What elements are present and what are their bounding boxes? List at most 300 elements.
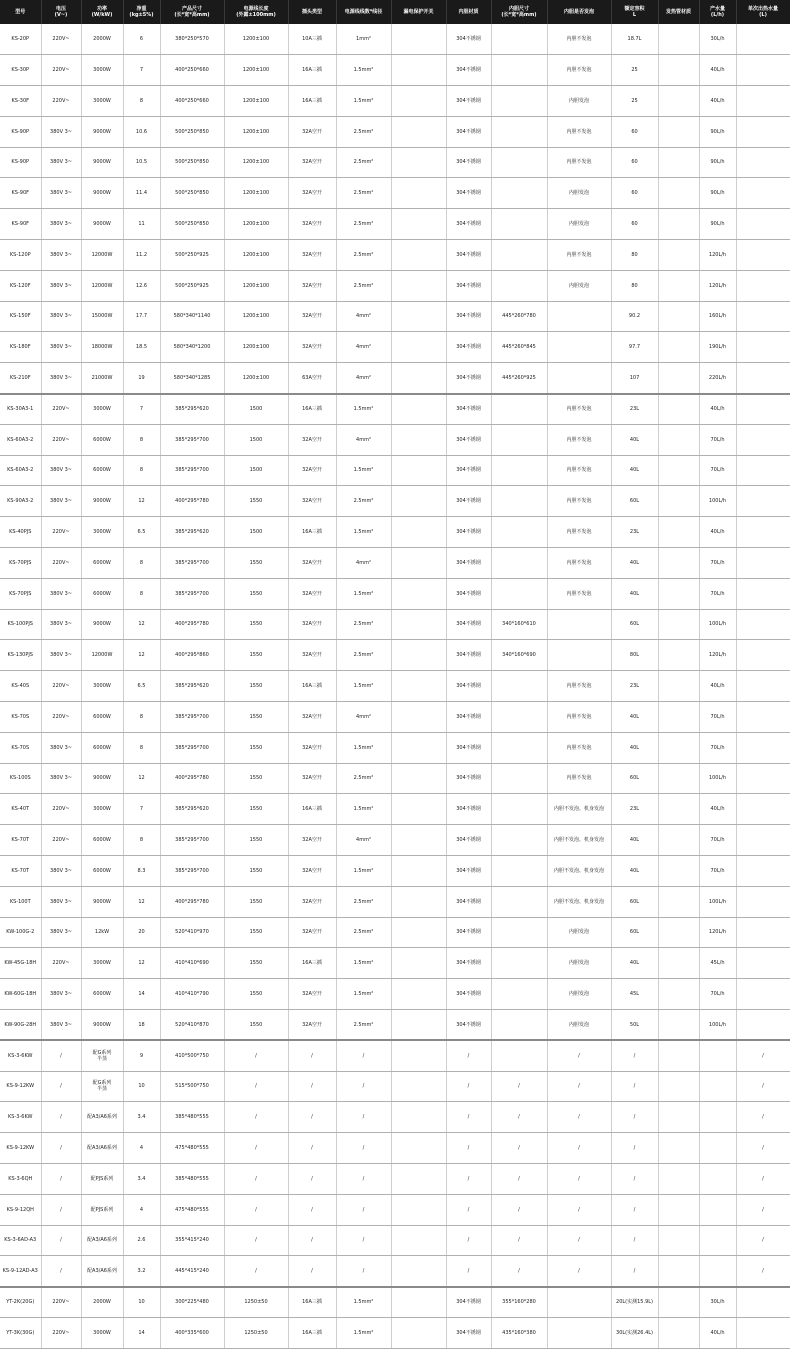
table-cell: 8 [123, 578, 160, 609]
table-cell: 10 [123, 1287, 160, 1318]
table-cell: / [736, 1225, 790, 1256]
table-cell: 40L [611, 948, 658, 979]
table-row [0, 1102, 790, 1133]
table-cell [491, 886, 547, 917]
table-cell [736, 578, 790, 609]
table-row [0, 1287, 790, 1318]
table-cell: 16A三插 [288, 794, 336, 825]
table-cell: 8 [123, 86, 160, 117]
table-cell: / [336, 1133, 391, 1164]
table-cell: 40L [611, 455, 658, 486]
table-cell: 304不锈钢 [446, 1010, 491, 1041]
table-row [0, 856, 790, 887]
table-cell: 70L/h [699, 732, 736, 763]
table-cell [658, 732, 699, 763]
table-cell: 内胆不发泡 [547, 732, 611, 763]
table-cell: 70L/h [699, 548, 736, 579]
table-cell: 385*295*620 [160, 517, 224, 548]
table-cell: 配PJS系列 [81, 1194, 123, 1225]
table-cell: 580*340*1285 [160, 363, 224, 394]
table-row [0, 1040, 790, 1071]
table-cell: / [288, 1256, 336, 1287]
table-cell: 17.7 [123, 301, 160, 332]
table-cell [547, 1287, 611, 1318]
table-cell: 220V~ [41, 548, 81, 579]
table-cell: 23L [611, 794, 658, 825]
table-cell [736, 517, 790, 548]
table-cell: 100L/h [699, 486, 736, 517]
table-cell: 70L/h [699, 424, 736, 455]
table-cell [658, 763, 699, 794]
table-cell: / [736, 1256, 790, 1287]
table-cell: 1550 [224, 671, 288, 702]
table-cell: KS-100S [0, 763, 41, 794]
table-cell [736, 455, 790, 486]
table-cell: 380V 3~ [41, 732, 81, 763]
table-cell: 500*250*850 [160, 116, 224, 147]
table-cell [736, 55, 790, 86]
table-cell: 100L/h [699, 609, 736, 640]
table-cell: 380V 3~ [41, 147, 81, 178]
table-cell [391, 825, 446, 856]
table-cell [491, 948, 547, 979]
table-cell: 16A三插 [288, 394, 336, 425]
table-cell: 385*295*700 [160, 825, 224, 856]
table-row [0, 424, 790, 455]
table-cell: 40L/h [699, 794, 736, 825]
table-cell: / [446, 1071, 491, 1102]
table-cell [658, 948, 699, 979]
table-cell [658, 147, 699, 178]
table-cell: 32A空开 [288, 825, 336, 856]
table-cell: 8 [123, 548, 160, 579]
table-cell [391, 671, 446, 702]
table-cell: / [446, 1102, 491, 1133]
table-cell: 12 [123, 609, 160, 640]
table-cell: YT-3K(30G) [0, 1317, 41, 1348]
table-cell: 304不锈钢 [446, 486, 491, 517]
table-cell [736, 24, 790, 55]
table-cell: 12 [123, 948, 160, 979]
table-body [0, 24, 790, 1348]
table-cell: / [224, 1163, 288, 1194]
table-cell [658, 178, 699, 209]
table-cell: 40L [611, 702, 658, 733]
table-cell: 内胆不发泡 [547, 548, 611, 579]
table-cell [658, 979, 699, 1010]
table-cell: / [611, 1102, 658, 1133]
table-cell: 内胆不发泡、机身发泡 [547, 794, 611, 825]
table-row [0, 116, 790, 147]
table-cell: 6000W [81, 424, 123, 455]
table-cell: 380V 3~ [41, 979, 81, 1010]
table-cell: 4mm² [336, 702, 391, 733]
table-cell: 400*295*780 [160, 609, 224, 640]
table-cell: 1200±100 [224, 332, 288, 363]
table-cell: / [491, 1071, 547, 1102]
table-cell [491, 794, 547, 825]
table-cell: 220L/h [699, 363, 736, 394]
table-cell: KW-100G-2 [0, 917, 41, 948]
table-cell [736, 1317, 790, 1348]
table-cell: KS-90A3-2 [0, 486, 41, 517]
table-cell: 1mm² [336, 24, 391, 55]
table-cell: / [547, 1225, 611, 1256]
table-cell: 内胆不发泡 [547, 763, 611, 794]
header-row [0, 0, 790, 24]
table-cell: 400*250*660 [160, 86, 224, 117]
table-cell: 7 [123, 794, 160, 825]
table-cell [658, 332, 699, 363]
table-cell [658, 825, 699, 856]
table-cell: 63A空开 [288, 363, 336, 394]
table-cell: 380V 3~ [41, 209, 81, 240]
table-cell: / [41, 1071, 81, 1102]
table-cell: / [736, 1163, 790, 1194]
table-cell: 8 [123, 732, 160, 763]
table-cell: 100L/h [699, 886, 736, 917]
table-cell: 6.5 [123, 671, 160, 702]
table-cell: 304不锈钢 [446, 548, 491, 579]
table-cell: 1200±100 [224, 116, 288, 147]
table-cell: 12 [123, 640, 160, 671]
table-cell: 1.5mm² [336, 55, 391, 86]
table-cell: 内胆发泡 [547, 948, 611, 979]
table-cell [391, 1102, 446, 1133]
table-cell [658, 794, 699, 825]
table-cell: 380*250*570 [160, 24, 224, 55]
column-header: 电源线线数*线径 [336, 0, 391, 24]
table-cell [391, 424, 446, 455]
table-cell: 100L/h [699, 763, 736, 794]
table-cell: 1.5mm² [336, 856, 391, 887]
table-cell: 2.5mm² [336, 886, 391, 917]
table-cell: 8 [123, 424, 160, 455]
table-row [0, 1194, 790, 1225]
table-cell: 400*295*860 [160, 640, 224, 671]
table-cell: KS-20P [0, 24, 41, 55]
table-cell: 304不锈钢 [446, 209, 491, 240]
table-cell [658, 702, 699, 733]
table-row [0, 147, 790, 178]
table-cell: 1.5mm² [336, 1287, 391, 1318]
table-cell: / [288, 1133, 336, 1164]
table-row [0, 702, 790, 733]
table-cell: 18.5 [123, 332, 160, 363]
table-cell: 1.5mm² [336, 671, 391, 702]
table-cell: 16A三插 [288, 1317, 336, 1348]
table-cell: 1550 [224, 979, 288, 1010]
table-cell: 2.5mm² [336, 116, 391, 147]
table-cell: 32A空开 [288, 209, 336, 240]
table-cell: 385*295*620 [160, 394, 224, 425]
table-cell: 内胆不发泡 [547, 455, 611, 486]
table-cell [491, 702, 547, 733]
table-cell: 21000W [81, 363, 123, 394]
table-cell: 380V 3~ [41, 363, 81, 394]
table-cell: KS-3-6KW [0, 1102, 41, 1133]
table-cell: / [224, 1102, 288, 1133]
table-cell [547, 332, 611, 363]
table-cell: 内胆不发泡 [547, 702, 611, 733]
table-cell: 3000W [81, 86, 123, 117]
table-cell: 304不锈钢 [446, 794, 491, 825]
table-cell: KS-9-12KW [0, 1133, 41, 1164]
table-cell [736, 486, 790, 517]
table-cell: 1200±100 [224, 240, 288, 271]
table-cell [736, 394, 790, 425]
table-cell: 3.4 [123, 1163, 160, 1194]
table-cell: 40L/h [699, 55, 736, 86]
table-cell: / [41, 1225, 81, 1256]
table-cell: 220V~ [41, 517, 81, 548]
table-cell [391, 363, 446, 394]
table-cell: / [41, 1133, 81, 1164]
table-cell [491, 732, 547, 763]
table-cell: 4mm² [336, 825, 391, 856]
table-cell: 18 [123, 1010, 160, 1041]
table-cell: KS-130PJS [0, 640, 41, 671]
table-cell: 23L [611, 517, 658, 548]
table-cell: 16A三插 [288, 948, 336, 979]
table-cell: 2.5mm² [336, 486, 391, 517]
table-cell [658, 1010, 699, 1041]
table-cell [658, 1163, 699, 1194]
table-cell: 6 [123, 24, 160, 55]
table-cell: 380V 3~ [41, 1010, 81, 1041]
table-cell: 1250±50 [224, 1287, 288, 1318]
table-cell: 190L/h [699, 332, 736, 363]
table-cell [391, 517, 446, 548]
table-cell: 32A空开 [288, 486, 336, 517]
table-cell [736, 270, 790, 301]
table-cell: KS-120F [0, 270, 41, 301]
table-cell: 16A三插 [288, 517, 336, 548]
table-cell: 500*250*850 [160, 147, 224, 178]
table-cell: 90L/h [699, 178, 736, 209]
table-cell: / [224, 1040, 288, 1071]
table-cell: 1.5mm² [336, 394, 391, 425]
table-cell: KS-70T [0, 825, 41, 856]
table-cell: KS-120P [0, 240, 41, 271]
table-cell: 7 [123, 55, 160, 86]
table-cell: 配PJS系列 [81, 1163, 123, 1194]
table-cell: 304不锈钢 [446, 363, 491, 394]
table-cell: 160L/h [699, 301, 736, 332]
table-cell: 1200±100 [224, 86, 288, 117]
table-cell: 32A空开 [288, 979, 336, 1010]
table-cell [391, 24, 446, 55]
column-header: 电源线长度 (外露±100mm) [224, 0, 288, 24]
table-cell [391, 732, 446, 763]
table-cell [391, 979, 446, 1010]
table-cell: 25 [611, 55, 658, 86]
table-cell: 32A空开 [288, 917, 336, 948]
table-cell: 19 [123, 363, 160, 394]
table-cell: 9000W [81, 116, 123, 147]
table-cell [491, 856, 547, 887]
table-cell [491, 1040, 547, 1071]
table-cell: 435*160*380 [491, 1317, 547, 1348]
table-cell: 70L/h [699, 702, 736, 733]
table-cell [658, 1194, 699, 1225]
table-cell: 1200±100 [224, 24, 288, 55]
table-cell: 内胆发泡 [547, 209, 611, 240]
table-cell: 380V 3~ [41, 578, 81, 609]
table-cell: 9000W [81, 147, 123, 178]
table-cell [491, 979, 547, 1010]
table-cell: 580*340*1200 [160, 332, 224, 363]
table-cell: 1200±100 [224, 209, 288, 240]
table-cell: 内胆发泡 [547, 1010, 611, 1041]
table-cell: 1200±100 [224, 178, 288, 209]
table-cell: 385*295*700 [160, 455, 224, 486]
table-cell: 40L/h [699, 394, 736, 425]
table-cell: 60L [611, 886, 658, 917]
table-cell [658, 517, 699, 548]
table-cell: 1550 [224, 794, 288, 825]
table-cell: / [611, 1225, 658, 1256]
table-cell: / [224, 1071, 288, 1102]
table-cell: 304不锈钢 [446, 240, 491, 271]
table-cell: 304不锈钢 [446, 609, 491, 640]
table-cell: 1200±100 [224, 147, 288, 178]
table-cell [736, 147, 790, 178]
table-cell [658, 55, 699, 86]
table-cell: 90L/h [699, 209, 736, 240]
table-cell: 500*250*850 [160, 209, 224, 240]
table-cell: / [336, 1040, 391, 1071]
table-cell [547, 301, 611, 332]
table-cell: 400*335*600 [160, 1317, 224, 1348]
table-cell [391, 486, 446, 517]
table-cell [391, 1163, 446, 1194]
table-cell [699, 1133, 736, 1164]
table-cell: 内胆不发泡 [547, 424, 611, 455]
table-cell: / [611, 1194, 658, 1225]
table-cell [658, 486, 699, 517]
table-cell: 2.5mm² [336, 1010, 391, 1041]
table-cell [658, 24, 699, 55]
table-cell: 32A空开 [288, 763, 336, 794]
table-cell: KS-100PJS [0, 609, 41, 640]
table-cell [491, 455, 547, 486]
table-cell: KS-150F [0, 301, 41, 332]
table-cell: 304不锈钢 [446, 917, 491, 948]
table-cell [736, 763, 790, 794]
table-cell: 1.5mm² [336, 455, 391, 486]
table-cell: 1500 [224, 517, 288, 548]
table-cell: 4mm² [336, 363, 391, 394]
table-cell: 23L [611, 671, 658, 702]
table-cell: 1200±100 [224, 301, 288, 332]
table-cell: 32A空开 [288, 886, 336, 917]
table-cell: 60L [611, 763, 658, 794]
table-row [0, 886, 790, 917]
table-cell: 1550 [224, 640, 288, 671]
table-cell: 内胆发泡 [547, 178, 611, 209]
table-cell: 1.5mm² [336, 86, 391, 117]
table-cell [391, 578, 446, 609]
table-cell [391, 640, 446, 671]
table-cell: 90L/h [699, 147, 736, 178]
table-cell: 12 [123, 886, 160, 917]
table-cell: 1550 [224, 763, 288, 794]
table-row [0, 332, 790, 363]
table-cell: / [41, 1040, 81, 1071]
table-row [0, 948, 790, 979]
table-cell: 2.5mm² [336, 209, 391, 240]
table-cell: 2.5mm² [336, 147, 391, 178]
table-cell [658, 86, 699, 117]
table-cell: 60L [611, 486, 658, 517]
table-cell: / [224, 1194, 288, 1225]
table-cell [736, 209, 790, 240]
table-cell: 40L [611, 424, 658, 455]
table-cell: 40L/h [699, 1317, 736, 1348]
table-cell: 300*225*480 [160, 1287, 224, 1318]
table-cell: / [491, 1133, 547, 1164]
table-cell: 2.5mm² [336, 240, 391, 271]
table-cell: 32A空开 [288, 147, 336, 178]
table-cell [391, 394, 446, 425]
table-cell: 9000W [81, 1010, 123, 1041]
table-cell: 400*295*780 [160, 763, 224, 794]
table-cell: 11 [123, 209, 160, 240]
table-cell [547, 609, 611, 640]
table-cell: / [547, 1071, 611, 1102]
table-row [0, 732, 790, 763]
table-cell [391, 794, 446, 825]
table-cell: / [491, 1102, 547, 1133]
table-cell: 6.5 [123, 517, 160, 548]
table-cell: / [336, 1071, 391, 1102]
table-cell: KS-70PJS [0, 548, 41, 579]
table-cell: / [611, 1163, 658, 1194]
table-cell [736, 178, 790, 209]
table-cell: 1200±100 [224, 363, 288, 394]
table-cell: 内胆不发泡 [547, 671, 611, 702]
table-cell: KS-90F [0, 178, 41, 209]
table-cell: / [491, 1256, 547, 1287]
table-cell: 4mm² [336, 548, 391, 579]
table-cell: 400*295*780 [160, 486, 224, 517]
table-cell [391, 917, 446, 948]
table-cell: 304不锈钢 [446, 332, 491, 363]
table-cell: 304不锈钢 [446, 116, 491, 147]
table-cell: 60L [611, 917, 658, 948]
table-cell: 16A三插 [288, 1287, 336, 1318]
table-cell: 10A三插 [288, 24, 336, 55]
table-cell: 385*295*700 [160, 732, 224, 763]
table-cell: / [288, 1163, 336, 1194]
table-cell: 1.5mm² [336, 578, 391, 609]
table-row [0, 178, 790, 209]
table-cell: 1.5mm² [336, 948, 391, 979]
table-cell: 304不锈钢 [446, 825, 491, 856]
table-cell: 30L(实测26.4L) [611, 1317, 658, 1348]
table-cell [658, 1071, 699, 1102]
table-cell: KS-9-12KW [0, 1071, 41, 1102]
table-row [0, 363, 790, 394]
table-cell: 120L/h [699, 270, 736, 301]
table-cell: 1550 [224, 886, 288, 917]
table-cell: 6000W [81, 548, 123, 579]
table-cell: 内胆不发泡 [547, 517, 611, 548]
table-cell: 10 [123, 1071, 160, 1102]
table-cell: 内胆不发泡 [547, 394, 611, 425]
table-cell [391, 1256, 446, 1287]
